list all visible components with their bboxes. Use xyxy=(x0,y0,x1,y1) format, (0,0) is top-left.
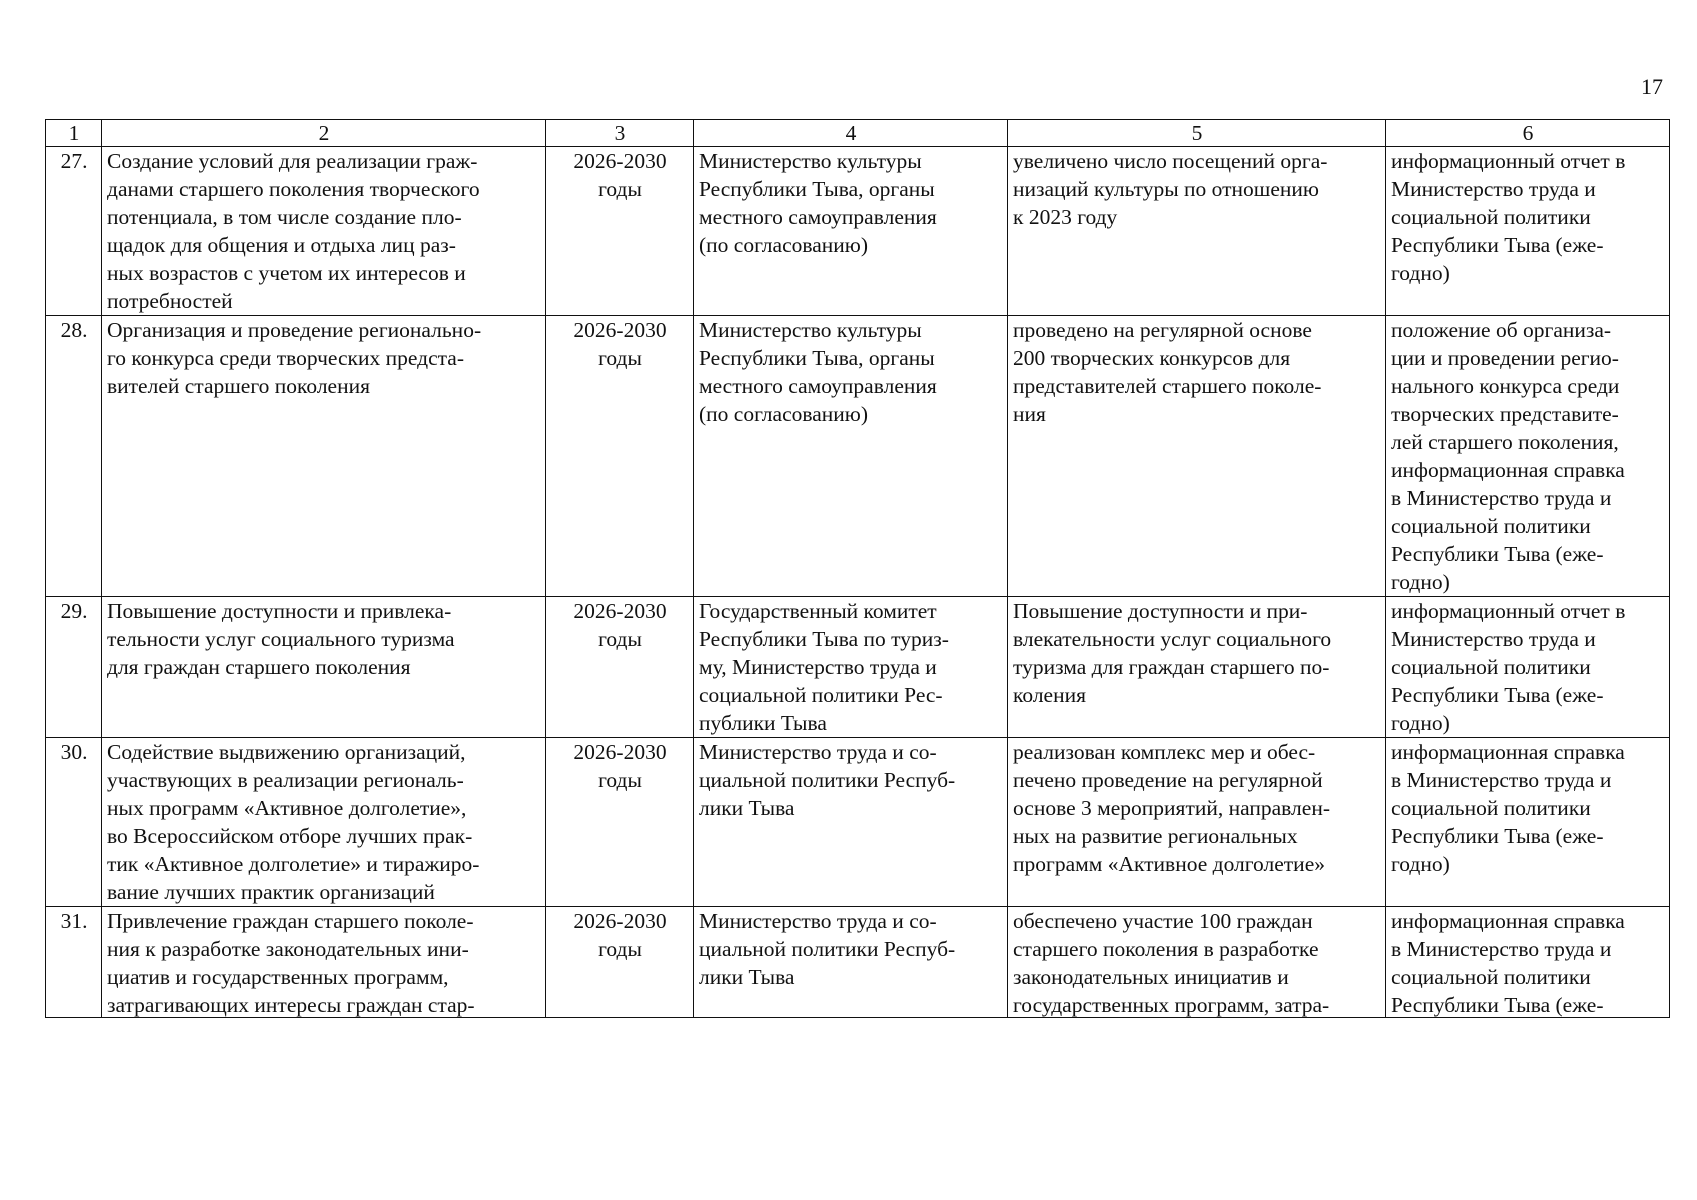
cell-text-line: нального конкурса среди xyxy=(1391,374,1620,398)
cell-measure xyxy=(102,738,546,907)
cell-report xyxy=(1386,738,1670,907)
cell-text-line: годно) xyxy=(1391,711,1450,735)
cell-term xyxy=(546,738,694,907)
cell-text-line: информационный отчет в xyxy=(1391,599,1626,623)
cell-text-line: затрагивающих интересы граждан стар- xyxy=(107,993,475,1017)
cell-text-line: ных на развитие региональных xyxy=(1013,824,1298,848)
table-row xyxy=(46,597,1670,738)
cell-text-line: государственных программ, затра- xyxy=(1013,993,1330,1017)
cell-executors xyxy=(694,316,1008,597)
cell-text-line: Министерство культуры xyxy=(699,318,922,342)
cell-text-line: местного самоуправления xyxy=(699,205,937,229)
cell-text-line: социальной политики xyxy=(1391,965,1591,989)
cell-text-line: тик «Активное долголетие» и тиражиро- xyxy=(107,852,480,876)
cell-text-line: годы xyxy=(598,627,642,651)
cell-text-line: лики Тыва xyxy=(699,965,795,989)
cell-result xyxy=(1008,597,1386,738)
cell-text-line: программ «Активное долголетие» xyxy=(1013,852,1325,876)
cell-text-line: реализован комплекс мер и обес- xyxy=(1013,740,1316,764)
cell-text-line: Министерство труда и xyxy=(1391,177,1596,201)
cell-text-line: Республики Тыва (еже- xyxy=(1391,233,1604,257)
cell-text-line: во Всероссийском отборе лучших прак- xyxy=(107,824,473,848)
cell-text-line: Республики Тыва (еже- xyxy=(1391,824,1604,848)
row-number: 28. xyxy=(60,318,88,342)
cell-text-line: годы xyxy=(598,937,642,961)
cell-text-line: влекательности услуг социального xyxy=(1013,627,1332,651)
cell-text-line: информационная справка xyxy=(1391,740,1625,764)
cell-text-line: проведено на регулярной основе xyxy=(1013,318,1312,342)
cell-text-line: ния xyxy=(1013,402,1046,426)
cell-text-line: 2026-2030 xyxy=(573,318,667,342)
cell-text-line: го конкурса среди творческих предста- xyxy=(107,346,464,370)
header-col-1: 1 xyxy=(46,120,102,147)
cell-text-line: Республики Тыва (еже- xyxy=(1391,683,1604,707)
cell-text-line: годы xyxy=(598,768,642,792)
cell-text-line: участвующих в реализации региональ- xyxy=(107,768,464,792)
cell-text-line: (по согласованию) xyxy=(699,402,869,426)
cell-measure xyxy=(102,597,546,738)
cell-number xyxy=(46,907,102,1018)
cell-result xyxy=(1008,316,1386,597)
measures-table xyxy=(45,119,1670,1018)
header-col-3: 3 xyxy=(546,120,694,147)
cell-report xyxy=(1386,316,1670,597)
cell-text-line: коления xyxy=(1013,683,1086,707)
cell-term xyxy=(546,147,694,316)
cell-text-line: социальной политики xyxy=(1391,514,1591,538)
row-number: 31. xyxy=(60,909,88,933)
cell-text-line: Организация и проведение регионально- xyxy=(107,318,482,342)
cell-text-line: социальной политики xyxy=(1391,205,1591,229)
cell-text-line: Республики Тыва (еже- xyxy=(1391,993,1604,1017)
cell-text-line: лей старшего поколения, xyxy=(1391,430,1619,454)
cell-text-line: в Министерство труда и xyxy=(1391,768,1612,792)
cell-text-line: 2026-2030 xyxy=(573,740,667,764)
cell-text-line: увеличено число посещений орга- xyxy=(1013,149,1328,173)
cell-text-line: Содействие выдвижению организаций, xyxy=(107,740,466,764)
cell-text-line: социальной политики xyxy=(1391,796,1591,820)
cell-text-line: положение об организа- xyxy=(1391,318,1612,342)
cell-text-line: Республики Тыва по туриз- xyxy=(699,627,949,651)
cell-result xyxy=(1008,907,1386,1018)
table-row xyxy=(46,316,1670,597)
cell-text-line: в Министерство труда и xyxy=(1391,937,1612,961)
cell-text-line: публики Тыва xyxy=(699,711,827,735)
cell-report xyxy=(1386,907,1670,1018)
cell-text-line: Министерство культуры xyxy=(699,149,922,173)
cell-text-line: Повышение доступности и привлека- xyxy=(107,599,452,623)
cell-text-line: потребностей xyxy=(107,289,233,313)
cell-term xyxy=(546,597,694,738)
cell-number xyxy=(46,147,102,316)
cell-number xyxy=(46,316,102,597)
cell-text-line: Министерство труда и xyxy=(1391,627,1596,651)
cell-text-line: Повышение доступности и при- xyxy=(1013,599,1308,623)
cell-text-line: 2026-2030 xyxy=(573,909,667,933)
cell-text-line: вание лучших практик организаций xyxy=(107,880,435,904)
cell-text-line: низаций культуры по отношению xyxy=(1013,177,1319,201)
cell-text-line: годно) xyxy=(1391,570,1450,594)
cell-text-line: ных программ «Активное долголетие», xyxy=(107,796,467,820)
cell-text-line: годы xyxy=(598,346,642,370)
cell-text-line: Республики Тыва, органы xyxy=(699,177,935,201)
cell-executors xyxy=(694,738,1008,907)
header-col-2: 2 xyxy=(102,120,546,147)
header-col-4: 4 xyxy=(694,120,1008,147)
cell-report xyxy=(1386,147,1670,316)
row-number: 30. xyxy=(60,740,88,764)
cell-text-line: представителей старшего поколе- xyxy=(1013,374,1322,398)
cell-text-line: социальной политики Рес- xyxy=(699,683,943,707)
cell-text-line: тельности услуг социального туризма xyxy=(107,627,455,651)
table-row xyxy=(46,147,1670,316)
cell-text-line: циальной политики Респуб- xyxy=(699,768,956,792)
cell-text-line: творческих представите- xyxy=(1391,402,1619,426)
table-row xyxy=(46,907,1670,1018)
cell-result xyxy=(1008,738,1386,907)
cell-text-line: циальной политики Респуб- xyxy=(699,937,956,961)
cell-text-line: Государственный комитет xyxy=(699,599,937,623)
cell-text-line: старшего поколения в разработке xyxy=(1013,937,1319,961)
cell-text-line: 2026-2030 xyxy=(573,599,667,623)
cell-text-line: Республики Тыва, органы xyxy=(699,346,935,370)
cell-text-line: годно) xyxy=(1391,261,1450,285)
cell-text-line: законодательных инициатив и xyxy=(1013,965,1289,989)
cell-term xyxy=(546,316,694,597)
cell-text-line: информационный отчет в xyxy=(1391,149,1626,173)
cell-text-line: Министерство труда и со- xyxy=(699,909,937,933)
header-col-6: 6 xyxy=(1386,120,1670,147)
cell-text-line: основе 3 мероприятий, направлен- xyxy=(1013,796,1330,820)
cell-text-line: потенциала, в том числе создание пло- xyxy=(107,205,462,229)
cell-executors xyxy=(694,907,1008,1018)
cell-text-line: информационная справка xyxy=(1391,458,1625,482)
page-number: 17 xyxy=(1641,74,1663,99)
cell-text-line: 2026-2030 xyxy=(573,149,667,173)
cell-measure xyxy=(102,147,546,316)
cell-text-line: ных возрастов с учетом их интересов и xyxy=(107,261,466,285)
cell-text-line: информационная справка xyxy=(1391,909,1625,933)
cell-text-line: социальной политики xyxy=(1391,655,1591,679)
cell-text-line: печено проведение на регулярной xyxy=(1013,768,1323,792)
cell-text-line: Министерство труда и со- xyxy=(699,740,937,764)
cell-result xyxy=(1008,147,1386,316)
table-row xyxy=(46,738,1670,907)
row-number: 29. xyxy=(60,599,88,623)
cell-text-line: вителей старшего поколения xyxy=(107,374,370,398)
cell-text-line: туризма для граждан старшего по- xyxy=(1013,655,1330,679)
cell-text-line: Привлечение граждан старшего поколе- xyxy=(107,909,474,933)
cell-text-line: годы xyxy=(598,177,642,201)
cell-text-line: Республики Тыва (еже- xyxy=(1391,542,1604,566)
cell-text-line: ции и проведении регио- xyxy=(1391,346,1619,370)
cell-text-line: ния к разработке законодательных ини- xyxy=(107,937,469,961)
row-number: 27. xyxy=(60,149,88,173)
cell-text-line: 200 творческих конкурсов для xyxy=(1013,346,1291,370)
cell-text-line: лики Тыва xyxy=(699,796,795,820)
cell-report xyxy=(1386,597,1670,738)
cell-text-line: годно) xyxy=(1391,852,1450,876)
cell-number xyxy=(46,738,102,907)
cell-text-line: данами старшего поколения творческого xyxy=(107,177,480,201)
cell-text-line: Создание условий для реализации граж- xyxy=(107,149,478,173)
cell-text-line: в Министерство труда и xyxy=(1391,486,1612,510)
cell-term xyxy=(546,907,694,1018)
cell-measure xyxy=(102,316,546,597)
table-header-row xyxy=(46,120,1670,147)
cell-text-line: обеспечено участие 100 граждан xyxy=(1013,909,1313,933)
cell-text-line: щадок для общения и отдыха лиц раз- xyxy=(107,233,456,257)
cell-text-line: местного самоуправления xyxy=(699,374,937,398)
cell-executors xyxy=(694,597,1008,738)
cell-number xyxy=(46,597,102,738)
cell-measure xyxy=(102,907,546,1018)
cell-executors xyxy=(694,147,1008,316)
cell-text-line: циатив и государственных программ, xyxy=(107,965,449,989)
header-col-5: 5 xyxy=(1008,120,1386,147)
cell-text-line: для граждан старшего поколения xyxy=(107,655,411,679)
cell-text-line: к 2023 году xyxy=(1013,205,1118,229)
cell-text-line: му, Министерство труда и xyxy=(699,655,937,679)
cell-text-line: (по согласованию) xyxy=(699,233,869,257)
